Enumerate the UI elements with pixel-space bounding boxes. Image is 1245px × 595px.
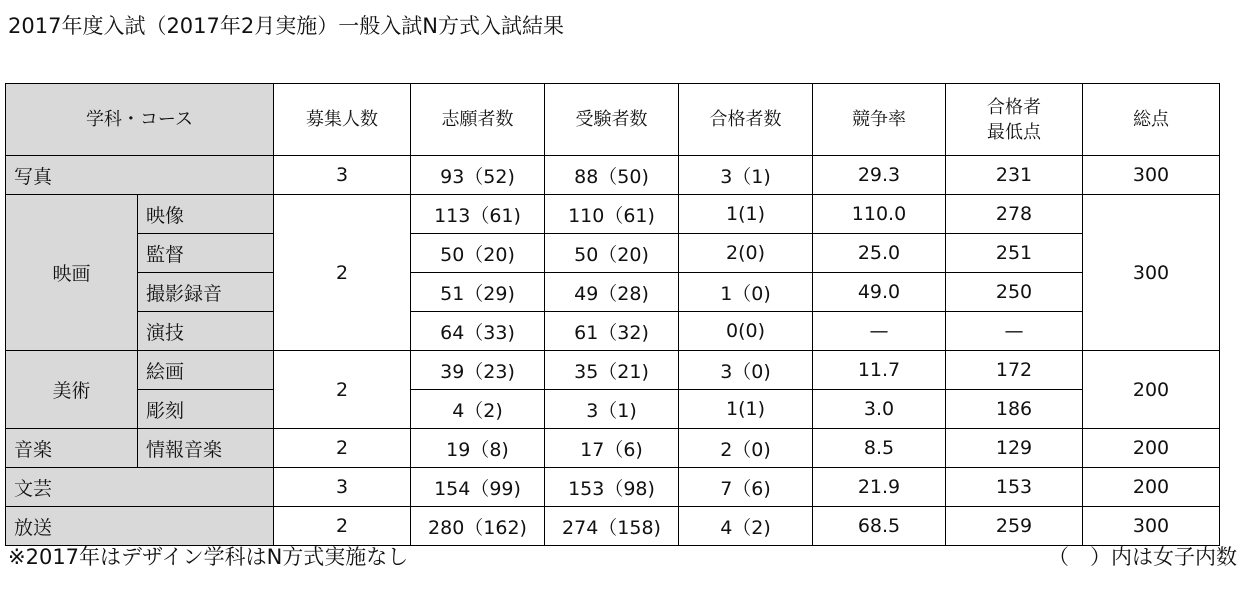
passers-cell: 4（2): [679, 507, 813, 546]
table-row-eiga-engi: [6, 312, 1220, 351]
passers-cell: 2(0): [679, 234, 813, 273]
header-row: [6, 84, 1220, 156]
ratio-cell: 3.0: [813, 390, 946, 429]
applicants-cell: 93（52): [411, 156, 545, 195]
examinees-cell: 50（20): [545, 234, 679, 273]
min-score-cell: 250: [946, 273, 1083, 312]
passers-cell: 3（0): [679, 351, 813, 390]
table-row-ongaku: [6, 429, 1220, 468]
examinees-cell: 274（158): [545, 507, 679, 546]
dept-name: 映画: [6, 195, 138, 351]
dept-name: 文芸: [6, 468, 138, 507]
table-row-hoso: [6, 507, 1220, 546]
applicants-cell: 154（99): [411, 468, 545, 507]
header-total: 総点: [1083, 84, 1220, 156]
results-table: [5, 83, 1220, 546]
passers-cell: 0(0): [679, 312, 813, 351]
capacity-cell: 2: [274, 429, 411, 468]
min-score-cell: 251: [946, 234, 1083, 273]
applicants-cell: 19（8): [411, 429, 545, 468]
table-row-bungei: [6, 468, 1220, 507]
header-applicants: 志願者数: [411, 84, 545, 156]
ratio-cell: 110.0: [813, 195, 946, 234]
passers-cell: 1(1): [679, 195, 813, 234]
table-row-bijutsu-chokoku: [6, 390, 1220, 429]
min-score-cell: 259: [946, 507, 1083, 546]
total-cell: 200: [1083, 351, 1220, 429]
min-score-cell: 129: [946, 429, 1083, 468]
ratio-cell: 25.0: [813, 234, 946, 273]
dept-name: 放送: [6, 507, 138, 546]
table-row-bijutsu-kaiga: [6, 351, 1220, 390]
total-cell: 300: [1083, 195, 1220, 351]
ratio-cell: 8.5: [813, 429, 946, 468]
footer-note: ※2017年はデザイン学科はN方式実施なし: [8, 545, 409, 569]
header-passers: 合格者数: [679, 84, 813, 156]
applicants-cell: 280（162): [411, 507, 545, 546]
header-examinees: 受験者数: [545, 84, 679, 156]
min-score-cell: 231: [946, 156, 1083, 195]
min-score-cell: 278: [946, 195, 1083, 234]
examinees-cell: 3（1): [545, 390, 679, 429]
min-score-cell: 172: [946, 351, 1083, 390]
capacity-cell: 2: [274, 507, 411, 546]
course-name-empty: [138, 507, 274, 546]
applicants-cell: 4（2): [411, 390, 545, 429]
total-cell: 200: [1083, 468, 1220, 507]
course-name-empty: [138, 156, 274, 195]
page-title: 2017年度入試（2017年2月実施）一般入試N方式入試結果: [8, 14, 564, 38]
table-row-eiga-kantoku: [6, 234, 1220, 273]
min-score-cell: —: [946, 312, 1083, 351]
ratio-cell: —: [813, 312, 946, 351]
total-cell: 300: [1083, 507, 1220, 546]
course-name: 映像: [138, 195, 274, 234]
passers-cell: 1(1): [679, 390, 813, 429]
examinees-cell: 49（28): [545, 273, 679, 312]
capacity-cell: 2: [274, 195, 411, 351]
table-row-eiga-satsuei: [6, 273, 1220, 312]
ratio-cell: 29.3: [813, 156, 946, 195]
table-row-shashin: [6, 156, 1220, 195]
total-cell: 200: [1083, 429, 1220, 468]
passers-cell: 3（1): [679, 156, 813, 195]
course-name: 監督: [138, 234, 274, 273]
passers-cell: 2（0): [679, 429, 813, 468]
applicants-cell: 113（61): [411, 195, 545, 234]
applicants-cell: 64（33): [411, 312, 545, 351]
course-name: 情報音楽: [138, 429, 274, 468]
applicants-cell: 51（29): [411, 273, 545, 312]
ratio-cell: 68.5: [813, 507, 946, 546]
applicants-cell: 50（20): [411, 234, 545, 273]
table-row-eiga-eizo: [6, 195, 1220, 234]
header-capacity: 募集人数: [274, 84, 411, 156]
header-min-score: [946, 84, 1083, 156]
dept-name: 美術: [6, 351, 138, 429]
examinees-cell: 153（98): [545, 468, 679, 507]
header-ratio: 競争率: [813, 84, 946, 156]
examinees-cell: 61（32): [545, 312, 679, 351]
ratio-cell: 49.0: [813, 273, 946, 312]
min-score-cell: 186: [946, 390, 1083, 429]
course-name: 絵画: [138, 351, 274, 390]
capacity-cell: 3: [274, 468, 411, 507]
header-course: 学科・コース: [6, 84, 274, 156]
min-score-cell: 153: [946, 468, 1083, 507]
course-name-empty: [138, 468, 274, 507]
applicants-cell: 39（23): [411, 351, 545, 390]
header-min-score-line2: 最低点: [987, 121, 1041, 143]
examinees-cell: 17（6): [545, 429, 679, 468]
ratio-cell: 11.7: [813, 351, 946, 390]
examinees-cell: 35（21): [545, 351, 679, 390]
course-name: 彫刻: [138, 390, 274, 429]
dept-name: 音楽: [6, 429, 138, 468]
capacity-cell: 3: [274, 156, 411, 195]
passers-cell: 1（0): [679, 273, 813, 312]
ratio-cell: 21.9: [813, 468, 946, 507]
course-name: 撮影録音: [138, 273, 274, 312]
examinees-cell: 110（61): [545, 195, 679, 234]
header-min-score-line1: 合格者: [987, 96, 1041, 118]
footer-legend: （ ）内は女子内数: [1048, 545, 1237, 569]
dept-name: 写真: [6, 156, 138, 195]
examinees-cell: 88（50): [545, 156, 679, 195]
total-cell: 300: [1083, 156, 1220, 195]
capacity-cell: 2: [274, 351, 411, 429]
course-name: 演技: [138, 312, 274, 351]
passers-cell: 7（6): [679, 468, 813, 507]
